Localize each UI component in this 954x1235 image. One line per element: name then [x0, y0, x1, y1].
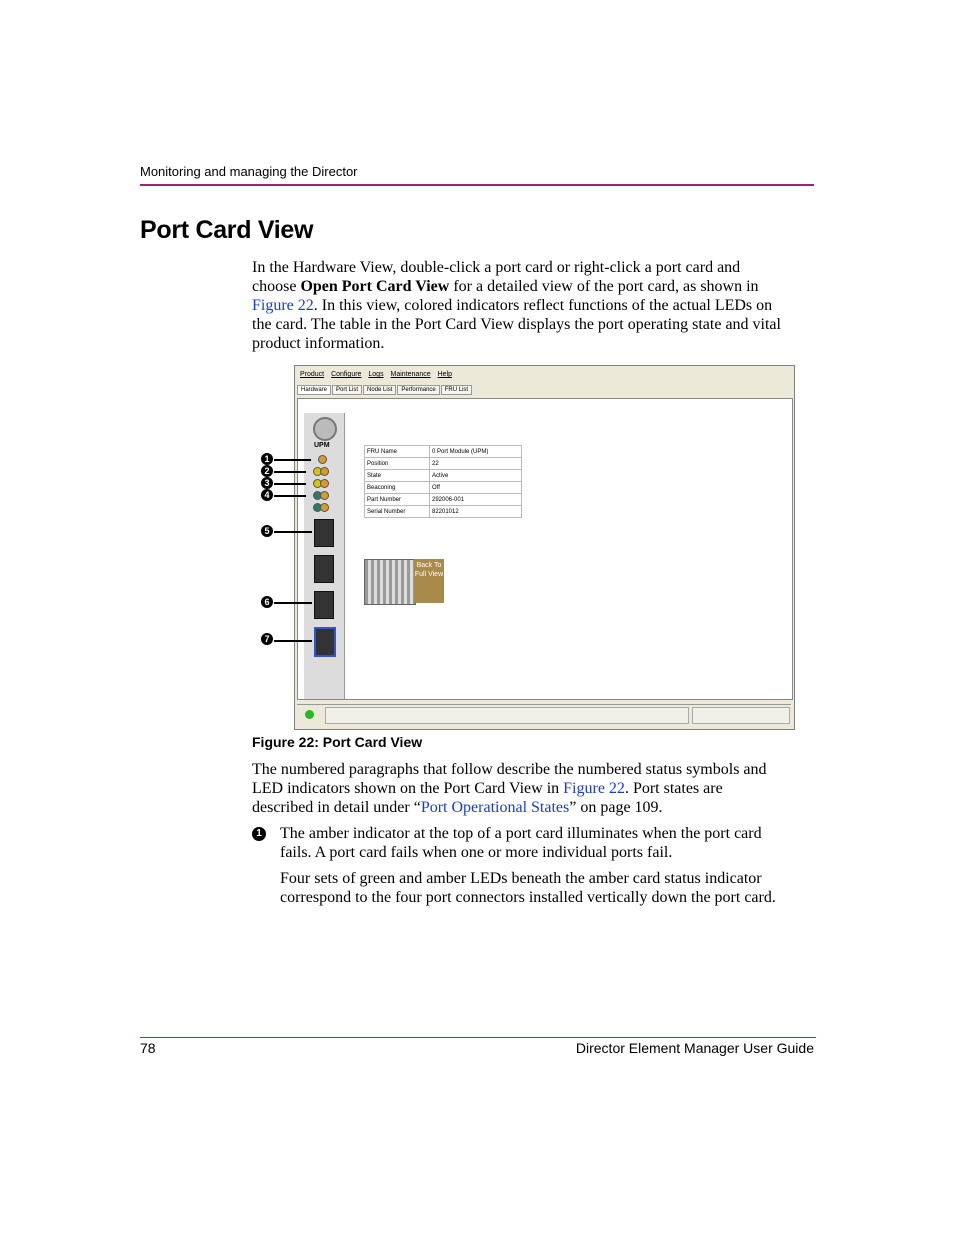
header-rule	[140, 184, 814, 186]
port-card-view-screenshot	[294, 365, 795, 730]
card-latch-icon	[313, 417, 337, 441]
table-row: Part Number 292006-001	[365, 494, 522, 506]
table-row: Beaconing Off	[365, 482, 522, 494]
table-row: State Active	[365, 470, 522, 482]
callout-6: 6	[261, 596, 273, 608]
hardware-pane	[297, 398, 793, 700]
status-field	[692, 707, 790, 724]
port-connector[interactable]	[314, 519, 334, 547]
card-status-led-icon	[318, 455, 327, 464]
port-led-amber-icon	[320, 503, 329, 512]
menu-help[interactable]: Help	[437, 371, 452, 378]
chassis-thumbnail	[364, 559, 416, 605]
table-row: Serial Number 82201012	[365, 506, 522, 518]
callout-3: 3	[261, 477, 273, 489]
section-title: Port Card View	[140, 216, 314, 244]
tab-node-list[interactable]: Node List	[363, 385, 396, 395]
port-states-link[interactable]: Port Operational States	[420, 799, 570, 816]
status-message-field	[325, 707, 689, 724]
callout-line	[274, 602, 312, 604]
table-row: Position 22	[365, 458, 522, 470]
port-connector-selected[interactable]	[314, 627, 336, 657]
callout-line	[274, 495, 306, 497]
callout-line	[274, 459, 311, 461]
figure-link[interactable]: Figure 22	[252, 297, 314, 314]
tab-hardware[interactable]: Hardware	[297, 385, 331, 395]
port-connector[interactable]	[314, 591, 334, 619]
port-led-amber-icon	[320, 467, 329, 476]
intro-paragraph: In the Hardware View, double-click a port card or right-click a port card and choose Open Port Card View for a detailed view of the port card, as shown in Figure 22. In this view, colored indicators reflect functions of the actual LEDs on the card. The table in the Port Card View displays the port operating state and vital product information.	[252, 259, 781, 352]
tab-fru-list[interactable]: FRU List	[441, 385, 472, 395]
callout-5: 5	[261, 525, 273, 537]
port-led-amber-icon	[320, 479, 329, 488]
tab-performance[interactable]: Performance	[397, 385, 439, 395]
back-to-full-view-button[interactable]: Back To Full View	[414, 559, 444, 603]
menu-maintenance[interactable]: Maintenance	[390, 371, 431, 378]
status-bar	[297, 704, 791, 725]
running-header: Monitoring and managing the Director	[140, 164, 358, 179]
menu-bar	[295, 366, 794, 382]
tab-port-list[interactable]: Port List	[332, 385, 362, 395]
callout-line	[274, 531, 312, 533]
page-number: 78	[140, 1040, 156, 1056]
port-led-amber-icon	[320, 491, 329, 500]
port-card[interactable]	[304, 413, 345, 699]
callout-7: 7	[261, 633, 273, 645]
callout-line	[274, 640, 312, 642]
callout-line	[274, 483, 306, 485]
status-ok-icon	[305, 710, 314, 719]
figure-link[interactable]: Figure 22	[563, 780, 625, 797]
callout-line	[274, 471, 306, 473]
callout-4: 4	[261, 489, 273, 501]
menu-logs[interactable]: Logs	[368, 371, 384, 378]
footer-title: Director Element Manager User Guide	[575, 1040, 814, 1056]
callout-1: 1	[261, 453, 273, 465]
footer-rule	[140, 1037, 816, 1038]
callout-2: 2	[261, 465, 273, 477]
item-1-text: The amber indicator at the top of a port card illuminates when the port card fails. A port card fails when one or more individual ports fail. Four sets of green and amber LEDs beneath the amber card status indicator correspond to the four port connectors installed vertically down the port card.	[280, 825, 776, 906]
figure-caption: Figure 22: Port Card View	[252, 734, 423, 750]
after-paragraph: The numbered paragraphs that follow describe the numbered status symbols and LED indicators shown on the Port Card View in Figure 22. Port states are described in detail under “Port Operational States” on page 109.	[252, 761, 767, 816]
vital-product-table	[364, 445, 522, 518]
table-row: FRU Name 0 Port Module (UPM)	[365, 446, 522, 458]
item-number-1: 1	[252, 827, 266, 841]
port-connector[interactable]	[314, 555, 334, 583]
tab-bar	[297, 385, 473, 398]
menu-configure[interactable]: Configure	[331, 371, 362, 378]
card-label: UPM	[314, 442, 330, 449]
menu-product[interactable]: Product	[300, 371, 325, 378]
